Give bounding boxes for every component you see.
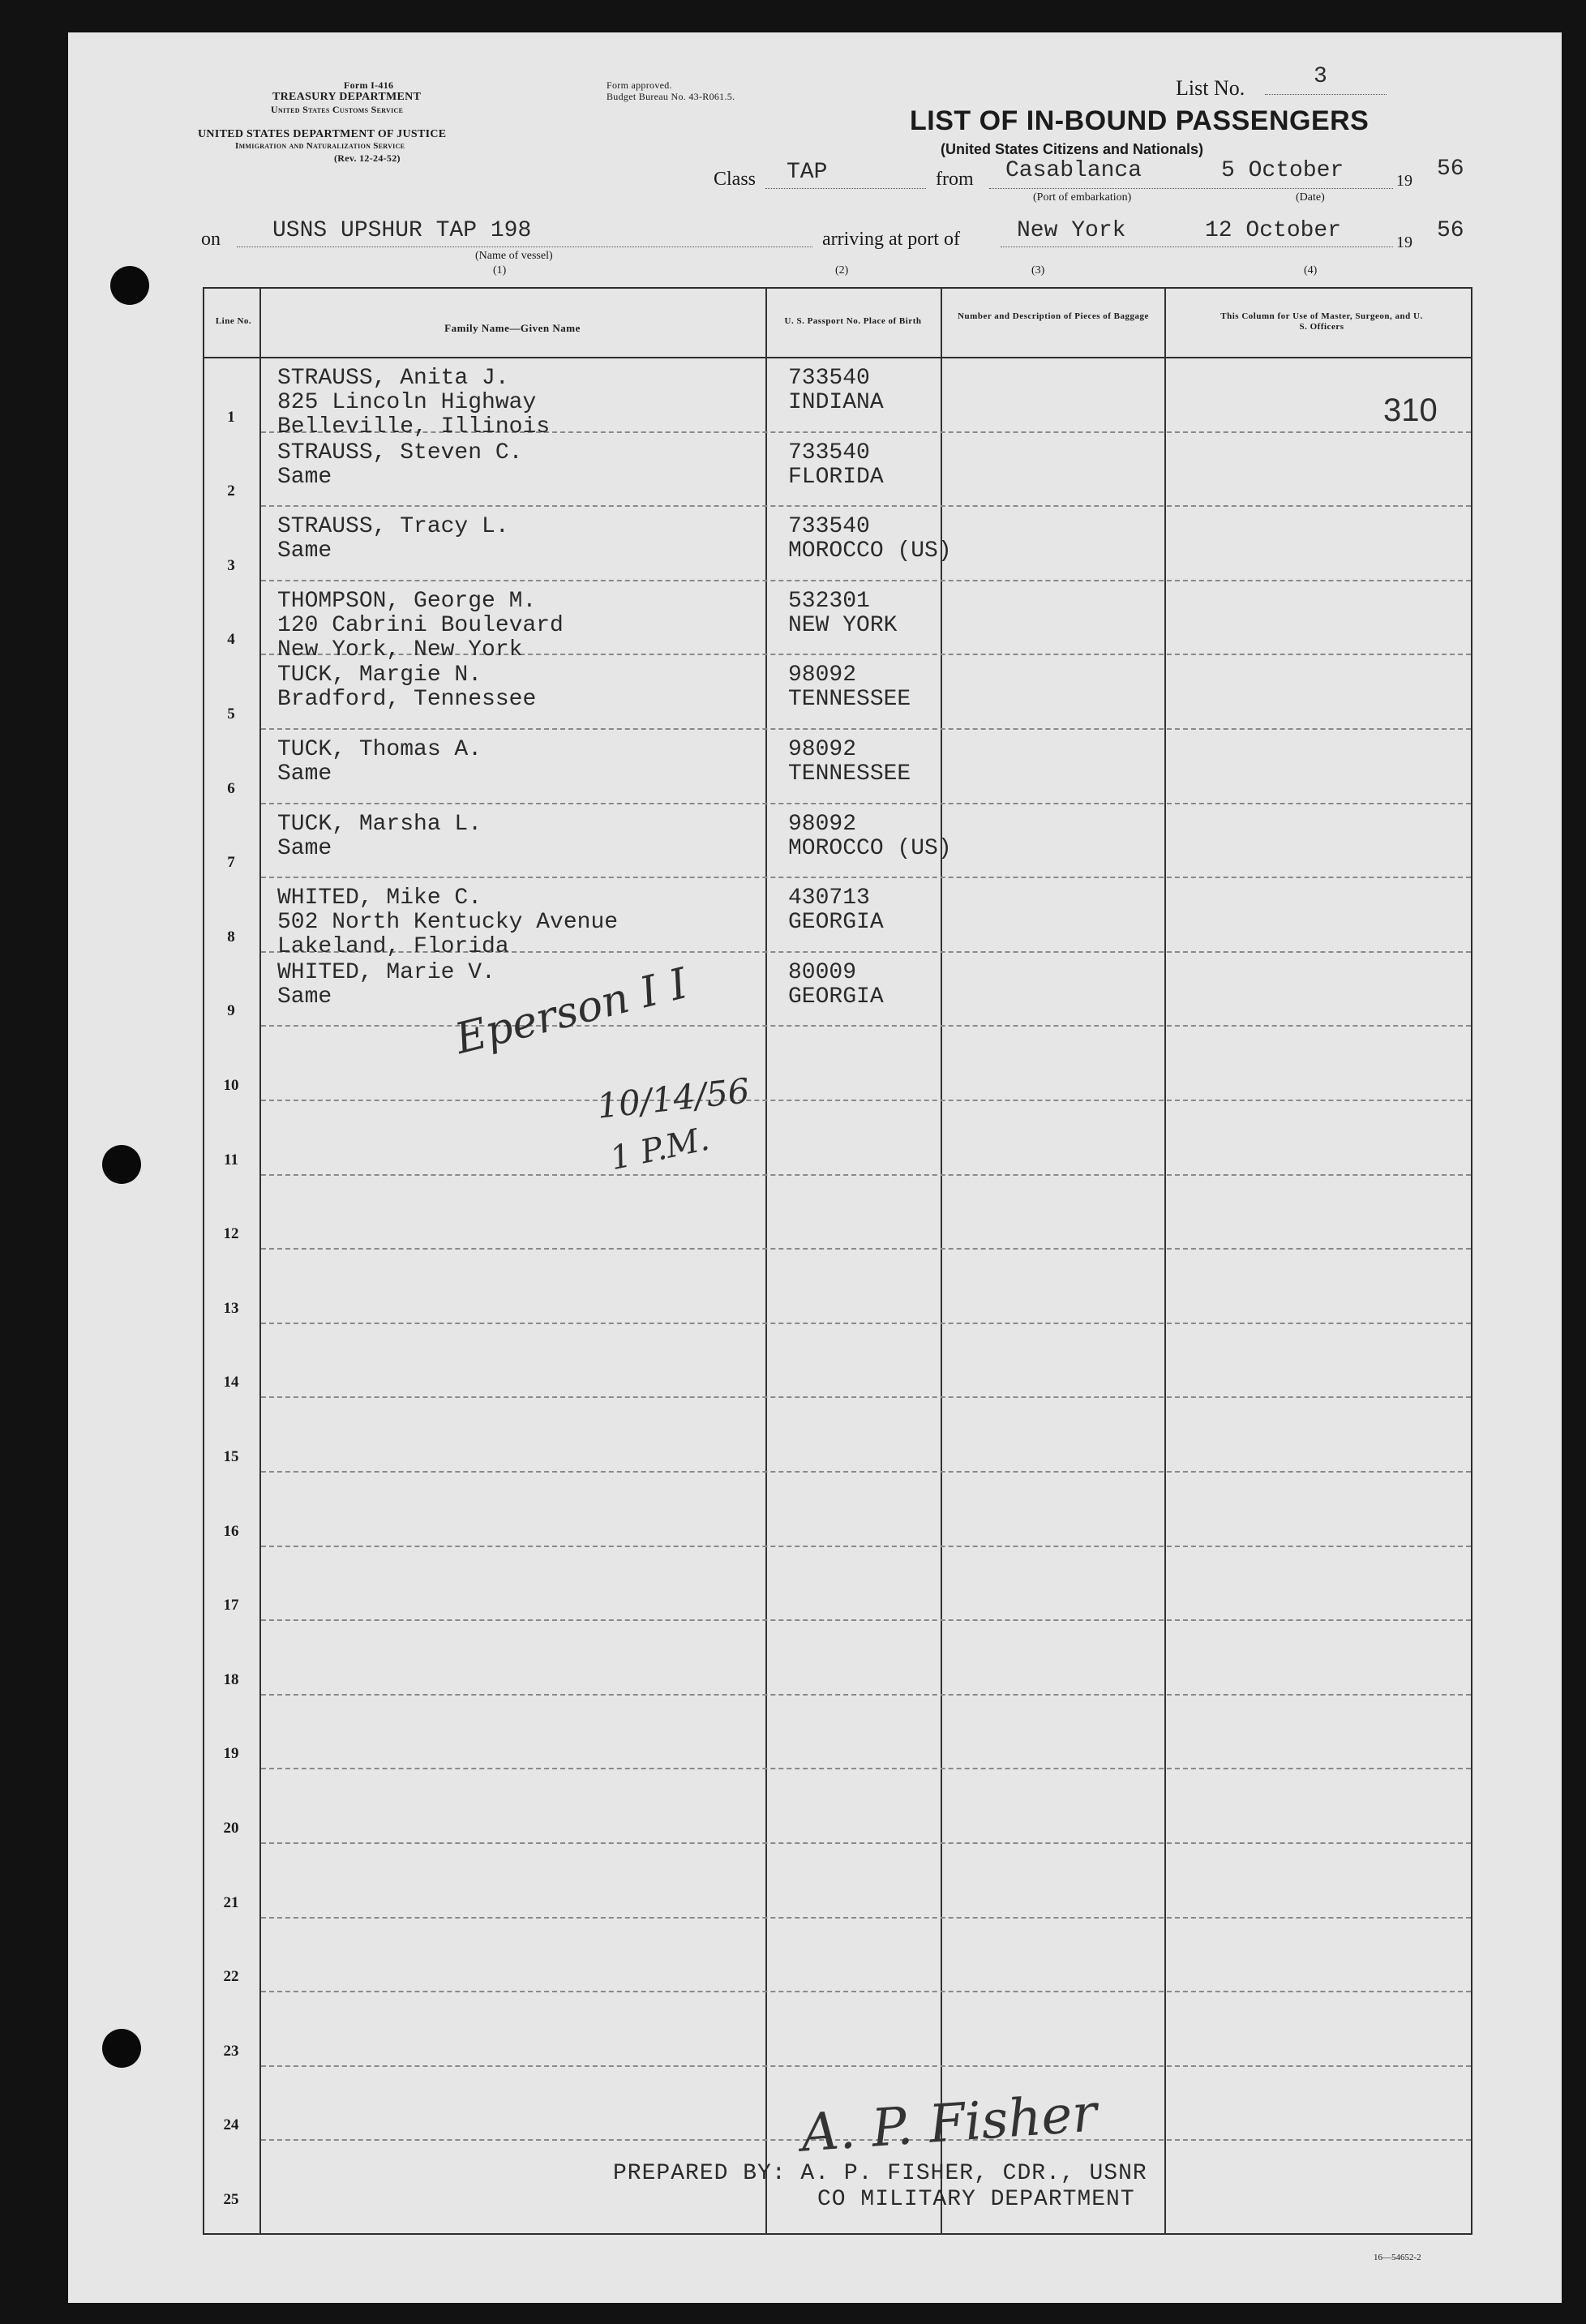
list-number-label: List No. (1176, 76, 1245, 100)
arrival-year-prefix: 19 (1396, 234, 1412, 251)
place-of-birth: TENNESSEE (788, 761, 911, 787)
row-rule (261, 1396, 1471, 1398)
row-rule (261, 505, 1471, 507)
row-rule (261, 728, 1471, 730)
row-rule (261, 1546, 1471, 1547)
class-value: TAP (787, 160, 828, 185)
form-revision: (Rev. 12-24-52) (334, 152, 401, 164)
place-of-birth: INDIANA (788, 390, 884, 415)
passenger-address: Same (277, 538, 332, 564)
passenger-name: TUCK, Thomas A. (277, 737, 482, 762)
arrival-date: 12 October (1205, 218, 1342, 243)
passenger-name: STRAUSS, Tracy L. (277, 514, 509, 540)
row-rule (261, 1768, 1471, 1769)
line-number: 20 (223, 1820, 239, 1837)
passenger-name: STRAUSS, Anita J. (277, 366, 509, 391)
line-number: 3 (227, 556, 235, 574)
customs-service: United States Customs Service (271, 104, 404, 115)
on-label: on (201, 229, 221, 250)
inspector-date: 10/14/56 (594, 1070, 752, 1126)
passenger-name: STRAUSS, Steven C. (277, 440, 523, 465)
passenger-name: WHITED, Marie V. (277, 959, 495, 985)
row-rule (261, 1619, 1471, 1621)
immigration-service: Immigration and Naturalization Service (235, 141, 405, 151)
place-of-birth: NEW YORK (788, 612, 898, 638)
port-of-arrival: New York (1017, 218, 1126, 243)
passenger-address: 825 Lincoln Highway (277, 390, 537, 415)
passenger-address: Same (277, 835, 332, 861)
passenger-address: Same (277, 761, 332, 787)
row-rule (261, 1100, 1471, 1101)
passenger-name: THOMPSON, George M. (277, 588, 537, 614)
department-line: CO MILITARY DEPARTMENT (817, 2187, 1135, 2212)
passport-number: 98092 (788, 737, 857, 762)
punch-hole-middle (102, 1145, 141, 1184)
line-number: 25 (223, 2191, 239, 2208)
row-rule (261, 580, 1471, 581)
form-subtitle: (United States Citizens and Nationals) (941, 141, 1204, 157)
passport-number: 733540 (788, 440, 870, 465)
passenger-name: TUCK, Marsha L. (277, 811, 482, 837)
passport-number: 532301 (788, 588, 870, 614)
column-marker-4: (4) (1304, 264, 1318, 277)
line-number: 9 (227, 1002, 235, 1020)
passenger-address: 502 North Kentucky Avenue (277, 910, 619, 936)
column-marker-2: (2) (835, 264, 849, 277)
column-marker-3: (3) (1031, 264, 1045, 277)
punch-hole-top (110, 266, 149, 305)
prepared-by-line: PREPARED BY: A. P. FISHER, CDR., USNR (613, 2161, 1147, 2186)
vessel-name: USNS UPSHUR TAP 198 (272, 218, 532, 243)
line-number: 8 (227, 928, 235, 945)
line-number: 10 (223, 1077, 239, 1094)
form-title: LIST OF IN-BOUND PASSENGERS (910, 105, 1370, 136)
list-number-line (1265, 94, 1387, 95)
line-number: 14 (223, 1374, 239, 1391)
place-of-birth: FLORIDA (788, 464, 884, 490)
passport-number: 98092 (788, 811, 857, 837)
header-line-no: Line No. (215, 316, 252, 326)
row-rule (261, 1991, 1471, 1992)
inspector-signature: Eperson I I (450, 959, 692, 1064)
row-rule (261, 1471, 1471, 1473)
embark-year-prefix: 19 (1396, 172, 1412, 190)
header-officers: This Column for Use of Master, Surgeon, and U. S. Officers (1220, 311, 1423, 332)
port-embark-caption: (Port of embarkation) (1033, 191, 1132, 204)
embark-year: 56 (1437, 157, 1464, 182)
passenger-address: Same (277, 984, 332, 1010)
header-passport: U. S. Passport No. Place of Birth (784, 316, 922, 326)
passport-number: 430713 (788, 885, 870, 911)
line-number: 19 (223, 1745, 239, 1763)
passport-number: 733540 (788, 514, 870, 540)
passenger-name: WHITED, Mike C. (277, 885, 482, 911)
header-baggage: Number and Description of Pieces of Baggage (958, 311, 1149, 321)
line-number: 16 (223, 1522, 239, 1540)
passenger-address: Same (277, 464, 332, 490)
budget-bureau-number: Budget Bureau No. 43-R061.5. (607, 91, 735, 102)
vessel-caption: (Name of vessel) (475, 250, 553, 262)
line-number: 18 (223, 1670, 239, 1688)
line-number: 12 (223, 1225, 239, 1243)
passenger-address: Belleville, Illinois (277, 414, 551, 440)
passenger-address: Lakeland, Florida (277, 934, 509, 960)
date-caption: (Date) (1296, 191, 1325, 204)
form-approved: Form approved. (607, 79, 672, 91)
line-number: 13 (223, 1299, 239, 1317)
row-rule (261, 2065, 1471, 2067)
preparer-signature: A. P. Fisher (799, 2083, 1099, 2164)
line-number: 22 (223, 1968, 239, 1986)
port-of-embarkation: Casablanca (1005, 158, 1142, 183)
from-label: from (936, 169, 974, 190)
line-number: 2 (227, 482, 235, 500)
line-number: 5 (227, 705, 235, 722)
inspector-time: 1 P.M. (607, 1120, 713, 1178)
passport-number: 80009 (788, 959, 857, 985)
table-header-rule (203, 357, 1472, 358)
row-rule (261, 1025, 1471, 1027)
arrival-year: 56 (1437, 218, 1464, 243)
row-rule (261, 1842, 1471, 1844)
passenger-address: 120 Cabrini Boulevard (277, 612, 564, 638)
row-rule (261, 1694, 1471, 1696)
officer-mark: 310 (1383, 392, 1438, 428)
row-rule (261, 1917, 1471, 1919)
passenger-name: TUCK, Margie N. (277, 662, 482, 688)
class-label: Class (714, 169, 757, 190)
passport-number: 98092 (788, 662, 857, 688)
row-rule (261, 803, 1471, 804)
arriving-label: arriving at port of (822, 229, 960, 250)
row-rule (261, 877, 1471, 878)
passenger-address: New York, New York (277, 637, 523, 662)
line-number: 17 (223, 1597, 239, 1614)
row-rule (261, 1174, 1471, 1176)
place-of-birth: GEORGIA (788, 910, 884, 936)
class-line (765, 188, 926, 189)
row-rule (261, 1248, 1471, 1250)
form-number: Form I-416 (344, 79, 394, 91)
passenger-address: Bradford, Tennessee (277, 687, 537, 713)
justice-department: UNITED STATES DEPARTMENT OF JUSTICE (198, 128, 447, 140)
from-line (989, 188, 1393, 189)
print-code: 16—54652-2 (1374, 2253, 1421, 2262)
treasury-department: TREASURY DEPARTMENT (272, 91, 422, 103)
list-number-value: 3 (1314, 64, 1327, 89)
column-marker-1: (1) (493, 264, 507, 277)
embarkation-date: 5 October (1221, 158, 1344, 183)
line-number: 7 (227, 854, 235, 872)
punch-hole-bottom (102, 2029, 141, 2068)
passport-number: 733540 (788, 366, 870, 391)
line-number: 24 (223, 2116, 239, 2134)
place-of-birth: MOROCCO (US) (788, 538, 952, 564)
place-of-birth: MOROCCO (US) (788, 835, 952, 861)
header-name: Family Name—Given Name (444, 322, 581, 334)
line-number: 4 (227, 631, 235, 649)
line-number: 21 (223, 1893, 239, 1911)
line-number: 23 (223, 2042, 239, 2060)
line-number: 6 (227, 779, 235, 797)
line-number: 11 (224, 1151, 238, 1168)
place-of-birth: GEORGIA (788, 984, 884, 1010)
row-rule (261, 1323, 1471, 1324)
place-of-birth: TENNESSEE (788, 687, 911, 713)
line-number: 1 (227, 408, 235, 426)
line-number: 15 (223, 1448, 239, 1465)
